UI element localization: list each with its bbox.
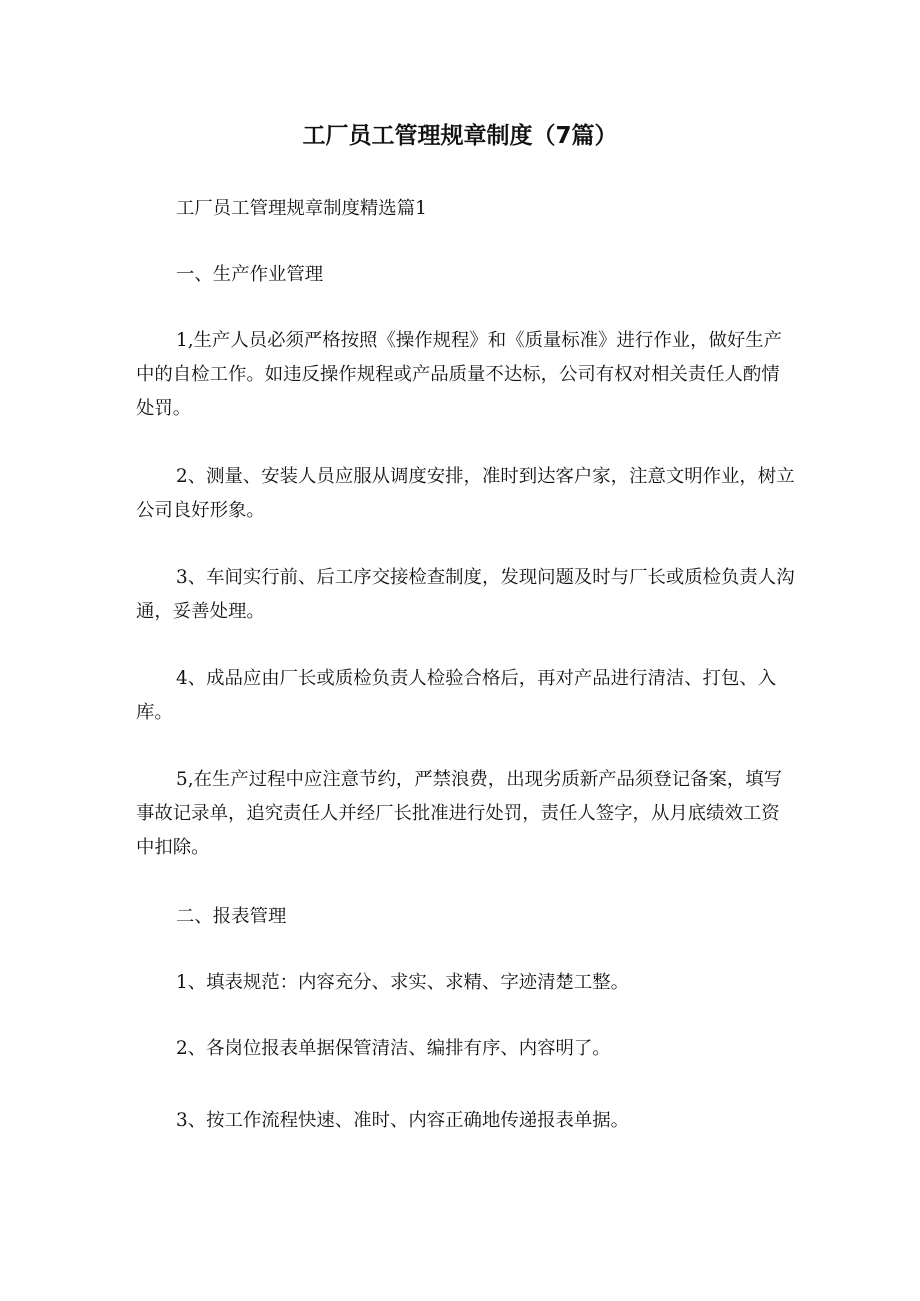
paragraph: 2、测量、安装人员应服从调度安排，准时到达客户家，注意文明作业，树立公司良好形象。 (136, 466, 795, 521)
paragraph: 2、各岗位报表单据保管清洁、编排有序、内容明了。 (176, 1038, 611, 1059)
paragraph: 4、成品应由厂长或质检负责人检验合格后，再对产品进行清洁、打包、入库。 (136, 668, 777, 723)
document-title: 工厂员工管理规章制度（7篇） (302, 123, 618, 149)
paragraph: 1、填表规范：内容充分、求实、求精、字迹清楚工整。 (176, 972, 630, 993)
paragraph: 3、车间实行前、后工序交接检查制度，发现问题及时与厂长或质检负责人沟通，妥善处理。 (136, 567, 795, 622)
paragraph: 5,在生产过程中应注意节约，严禁浪费，出现劣质新产品须登记备案，填写事故记录单，追究责任人并经厂长批准进行处罚，责任人签字，从月底绩效工资中扣除。 (136, 769, 783, 858)
section-heading-production: 一、生产作业管理 (176, 264, 324, 285)
paragraph: 3、按工作流程快速、准时、内容正确地传递报表单据。 (176, 1110, 630, 1131)
document-subtitle: 工厂员工管理规章制度精选篇1 (176, 198, 427, 219)
paragraph: 1,生产人员必须严格按照《操作规程》和《质量标准》进行作业，做好生产中的自检工作。如违反操作规程或产品质量不达标，公司有权对相关责任人酌情处罚。 (136, 330, 783, 419)
section-heading-reports: 二、报表管理 (176, 906, 287, 927)
